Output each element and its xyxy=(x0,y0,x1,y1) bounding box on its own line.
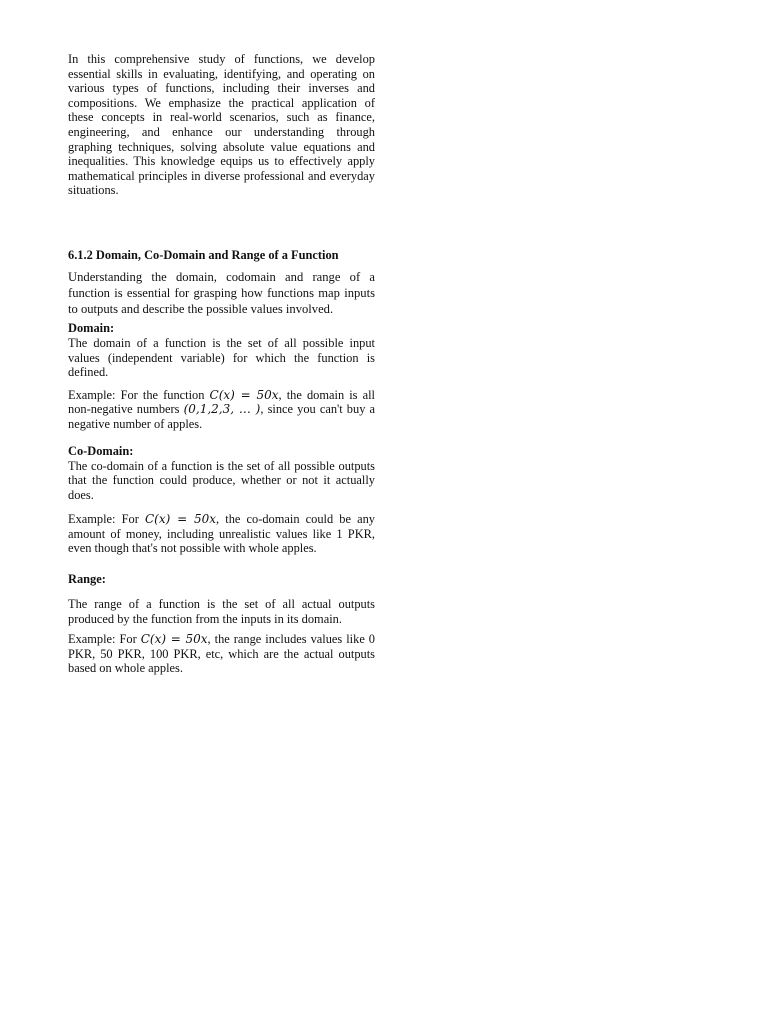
section-heading: 6.1.2 Domain, Co-Domain and Range of a Function xyxy=(68,247,339,262)
range-example-text-end: , the range includes values like 0 PKR, 50 PKR, 100 PKR, etc, which are the actual outputs based on whole apples. xyxy=(68,632,376,676)
codomain-example-text-end: , the co-domain could be any amount of money, including unrealistic values like 1 PKR, even though that's not possible with whole apples. xyxy=(68,512,376,556)
domain-term: Domain: xyxy=(68,320,115,335)
section-intro-paragraph: Understanding the domain, codomain and range of a function is essential for grasping how functions map inputs to outputs and describe the possible values involved. xyxy=(68,269,375,316)
codomain-example-formula: C(x) = 50x xyxy=(144,512,217,527)
codomain-term: Co-Domain: xyxy=(68,443,134,458)
domain-definition: The domain of a function is the set of all possible input values (independent variable) for which the function is defined. xyxy=(68,335,375,380)
range-term: Range: xyxy=(68,572,106,587)
domain-example-text-end: , since you can't buy a negative number of apples. xyxy=(68,402,375,431)
codomain-example-text-start: Example: For xyxy=(68,512,145,527)
codomain-example xyxy=(68,512,375,556)
domain-example-text-start: Example: For the function xyxy=(68,387,210,402)
domain-example-set: (0,1,2,3, … ) xyxy=(183,402,261,417)
range-example-text-start: Example: For xyxy=(68,632,141,647)
range-example-formula: C(x) = 50x xyxy=(140,632,208,647)
range-section xyxy=(68,572,375,676)
domain-example-formula: C(x) = 50x xyxy=(209,387,279,402)
intro-paragraph: In this comprehensive study of functions, we develop essential skills in evaluating, identifying, and operating on various types of functions, including their inverses and compositions. We emphasize the practical application of these concepts in real-world scenarios, such as finance, engineering, and enhance our understanding through graphing techniques, solving absolute value equations and inequalities. This knowledge equips us to effectively apply mathematical principles in diverse professional and everyday situations. xyxy=(68,52,375,198)
range-example xyxy=(68,632,375,676)
codomain-section xyxy=(68,444,375,557)
domain-example-text-middle: , the domain is all non-negative numbers xyxy=(68,387,375,417)
codomain-definition: The co-domain of a function is the set of all possible outputs that the function could produce, whether or not it actually does. xyxy=(68,458,375,502)
range-definition: The range of a function is the set of all actual outputs produced by the function from the inputs in its domain. xyxy=(68,597,375,626)
domain-section xyxy=(68,321,375,432)
domain-example xyxy=(68,388,375,432)
document-page xyxy=(68,52,375,676)
